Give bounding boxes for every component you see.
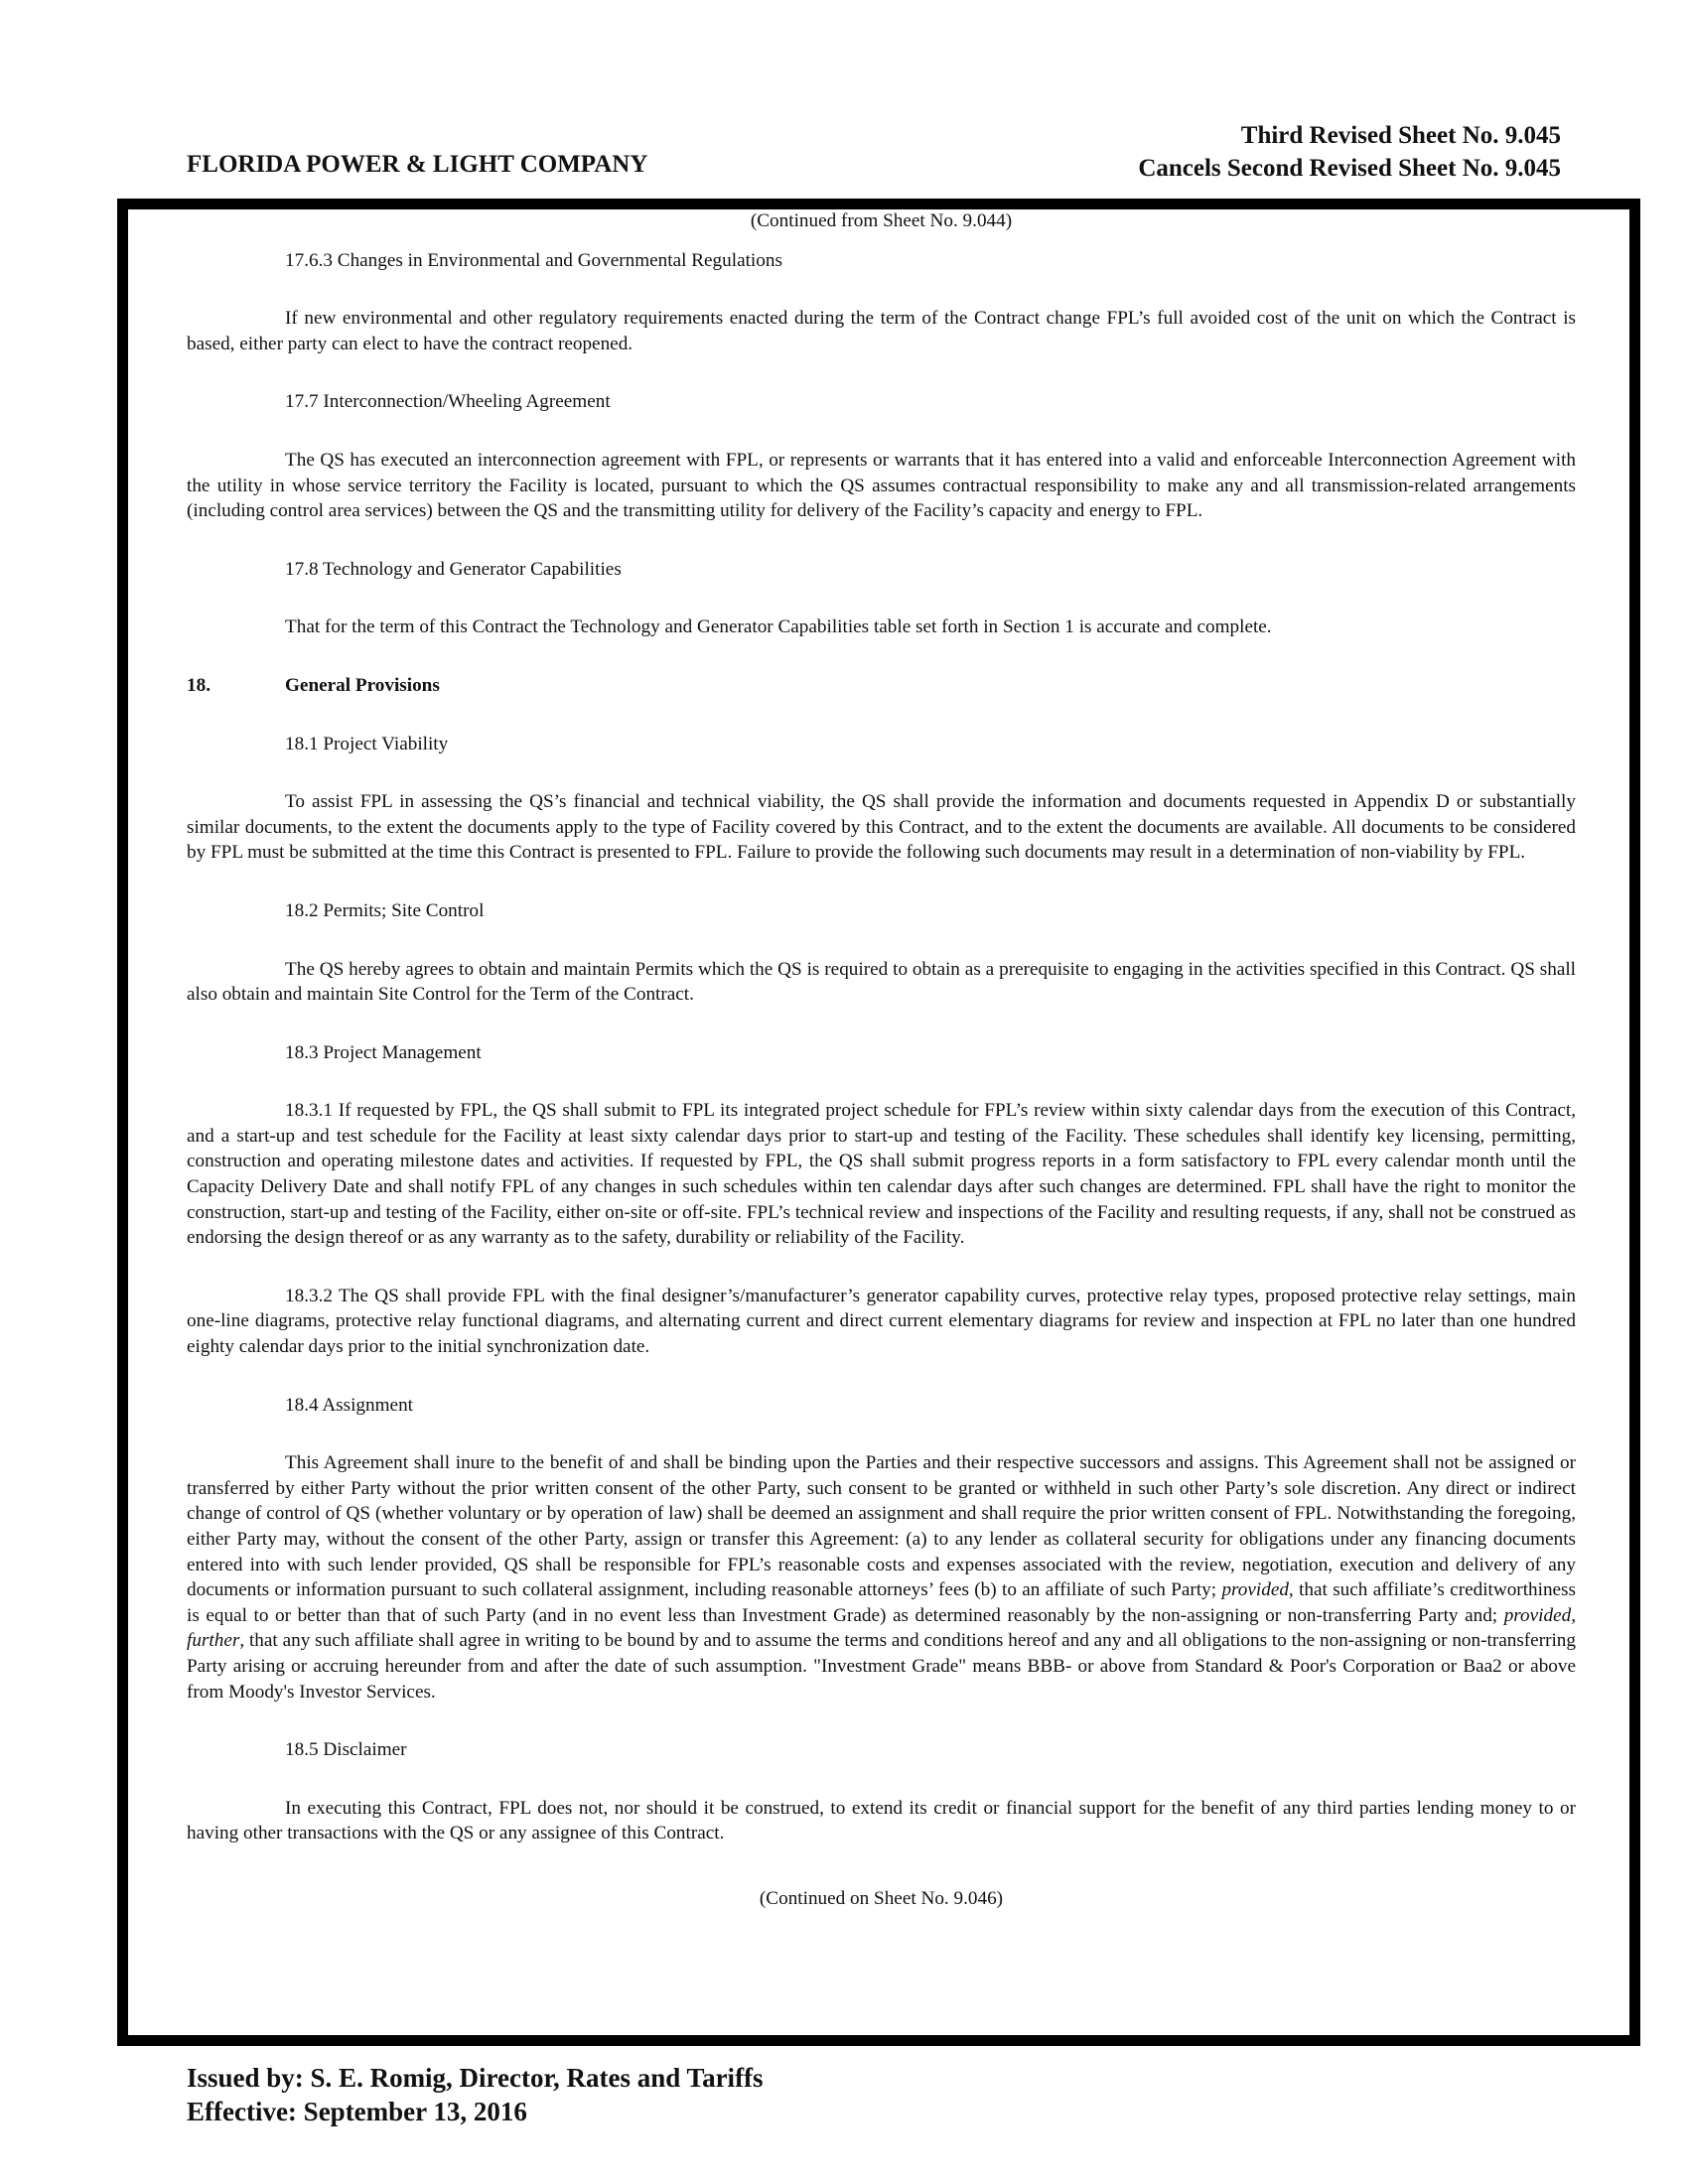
provided-further-term: provided, further <box>187 1604 1576 1652</box>
paragraph-17-6-3: If new environmental and other regulatory requirements enacted during the term of the Contract change FPL’s full avoided cost of the unit on which the Contract is based, either party can elect to have the contract reopened. <box>187 308 1576 354</box>
heading-18-5: 18.5 Disclaimer <box>285 1739 407 1761</box>
heading-18-1: 18.1 Project Viability <box>285 733 449 754</box>
company-name: FLORIDA POWER & LIGHT COMPANY <box>187 151 648 178</box>
paragraph-18-2: The QS hereby agrees to obtain and maintain Permits which the QS is required to obtain as a prerequisite to engaging in the activities specified in this Contract. QS shall also obtain and maintain Site Control for the Term of the Contract. <box>187 958 1576 1006</box>
issued-by: Issued by: S. E. Romig, Director, Rates and Tariffs <box>187 2063 764 2093</box>
issuance-info <box>187 2061 764 2128</box>
provided-term: provided, <box>1221 1579 1294 1601</box>
paragraph-18-4 <box>187 1450 1576 1705</box>
continued-from: (Continued from Sheet No. 9.044) <box>750 210 1013 231</box>
tariff-body <box>187 208 1576 1912</box>
paragraph-17-8: That for the term of this Contract the Technology and Generator Capabilities table set forth in Section 1 is accurate and complete. <box>285 616 1272 638</box>
heading-18-3: 18.3 Project Management <box>285 1041 482 1063</box>
paragraph-18-5: In executing this Contract, FPL does not, nor should it be construed, to extend its credit or financial support for the benefit of any third parties lending money to or having other transactions with the QS or any assignee of this Contract. <box>187 1797 1576 1844</box>
heading-17-8: 17.8 Technology and Generator Capabilities <box>285 558 622 580</box>
sheet-number-block <box>1138 119 1561 185</box>
paragraph-18-1: To assist FPL in assessing the QS’s financial and technical viability, the QS shall provide the information and documents requested in Appendix D or substantially similar documents, to the extent the documents apply to the type of Facility covered by this Contract, and to the extent the documents are available. All documents to be considered by FPL must be submitted at the time this Contract is presented to FPL. Failure to provide the following such documents may result in a determination of non-viability by FPL. <box>187 791 1576 864</box>
continued-on: (Continued on Sheet No. 9.046) <box>759 1887 1004 1909</box>
assignment-text-part: This Agreement shall inure to the benefit of and shall be binding upon the Parties and their respective successors and assigns. This Agreement shall not be assigned or transferred by either Party without the prior written consent of the other Party, such consent to be granted or withheld in such other Party’s sole discretion. Any direct or indirect change of control of QS (whether voluntary or by operation of law) shall be deemed an assignment and shall require the prior written consent of FPL. Notwithstanding the foregoing, either Party may, without the consent of the other Party, assign or transfer this Agreement: (a) to any lender as collateral security for obligations under any financing documents entered into with such lender provided, QS shall be responsible for FPL’s reasonable costs and expenses associated with the review, negotiation, execution and delivery of any documents or information pursuant to such collateral assignment, including reasonable attorneys’ fees (b) to an affiliate of such Party; <box>187 1452 1576 1601</box>
effective-date: Effective: September 13, 2016 <box>187 2097 527 2126</box>
paragraph-18-3-2: 18.3.2 The QS shall provide FPL with the final designer’s/manufacturer’s generator capability curves, protective relay types, proposed protective relay settings, main one-line diagrams, protective relay functional diagrams, and alternating current and direct current elementary diagrams for review and inspection at FPL no later than one hundred eighty calendar days prior to the initial synchronization date. <box>187 1285 1576 1358</box>
section-18-heading <box>187 673 1576 699</box>
heading-17-7: 17.7 Interconnection/Wheeling Agreement <box>285 391 611 413</box>
section-number: 18. <box>187 674 211 696</box>
heading-17-6-3: 17.6.3 Changes in Environmental and Governmental Regulations <box>285 249 782 271</box>
heading-18-2: 18.2 Permits; Site Control <box>285 899 485 921</box>
cancels-sheet: Cancels Second Revised Sheet No. 9.045 <box>1138 155 1561 182</box>
section-title: General Provisions <box>285 674 440 696</box>
paragraph-18-3-1: 18.3.1 If requested by FPL, the QS shall submit to FPL its integrated project schedule for FPL’s review within sixty calendar days from the execution of this Contract, and a start-up and test schedule for the Facility at least sixty calendar days prior to start-up and testing of the Facility. These schedules shall identify key licensing, permitting, construction and operating milestone dates and activities. If requested by FPL, the QS shall submit progress reports in a form satisfactory to FPL every calendar month until the Capacity Delivery Date and shall notify FPL of any changes in such schedules within ten calendar days after such changes are determined. FPL shall have the right to monitor the construction, start-up and testing of the Facility, either on-site or off-site. FPL’s technical review and inspections of the Facility and resulting requests, if any, shall not be construed as endorsing the design thereof or as any warranty as to the safety, durability or reliability of the Facility. <box>187 1100 1576 1249</box>
assignment-text-part: , that any such affiliate shall agree in writing to be bound by and to assume the terms and conditions hereof and any and all obligations to the non-assigning or non-transferring Party arising or accruing hereunder from and after the date of such assumption. "Investment Grade" means BBB- or above from Standard & Poor's Corporation or Baa2 or above from Moody's Investor Services. <box>187 1630 1576 1703</box>
paragraph-17-7: The QS has executed an interconnection agreement with FPL, or represents or warrants that it has entered into a valid and enforceable Interconnection Agreement with the utility in whose service territory the Facility is located, pursuant to which the QS assumes contractual responsibility to make any and all transmission-related arrangements (including control area services) between the QS and the transmitting utility for delivery of the Facility’s capacity and energy to FPL. <box>187 449 1576 522</box>
assignment-text-part: that such affiliate’s creditworthiness is equal to or better than that of such Party (and in no event less than Investment Grade) as determined reasonably by the non-assigning or non-transferring Party and; <box>187 1579 1576 1626</box>
sheet-number: Third Revised Sheet No. 9.045 <box>1240 122 1561 149</box>
heading-18-4: 18.4 Assignment <box>285 1394 413 1416</box>
